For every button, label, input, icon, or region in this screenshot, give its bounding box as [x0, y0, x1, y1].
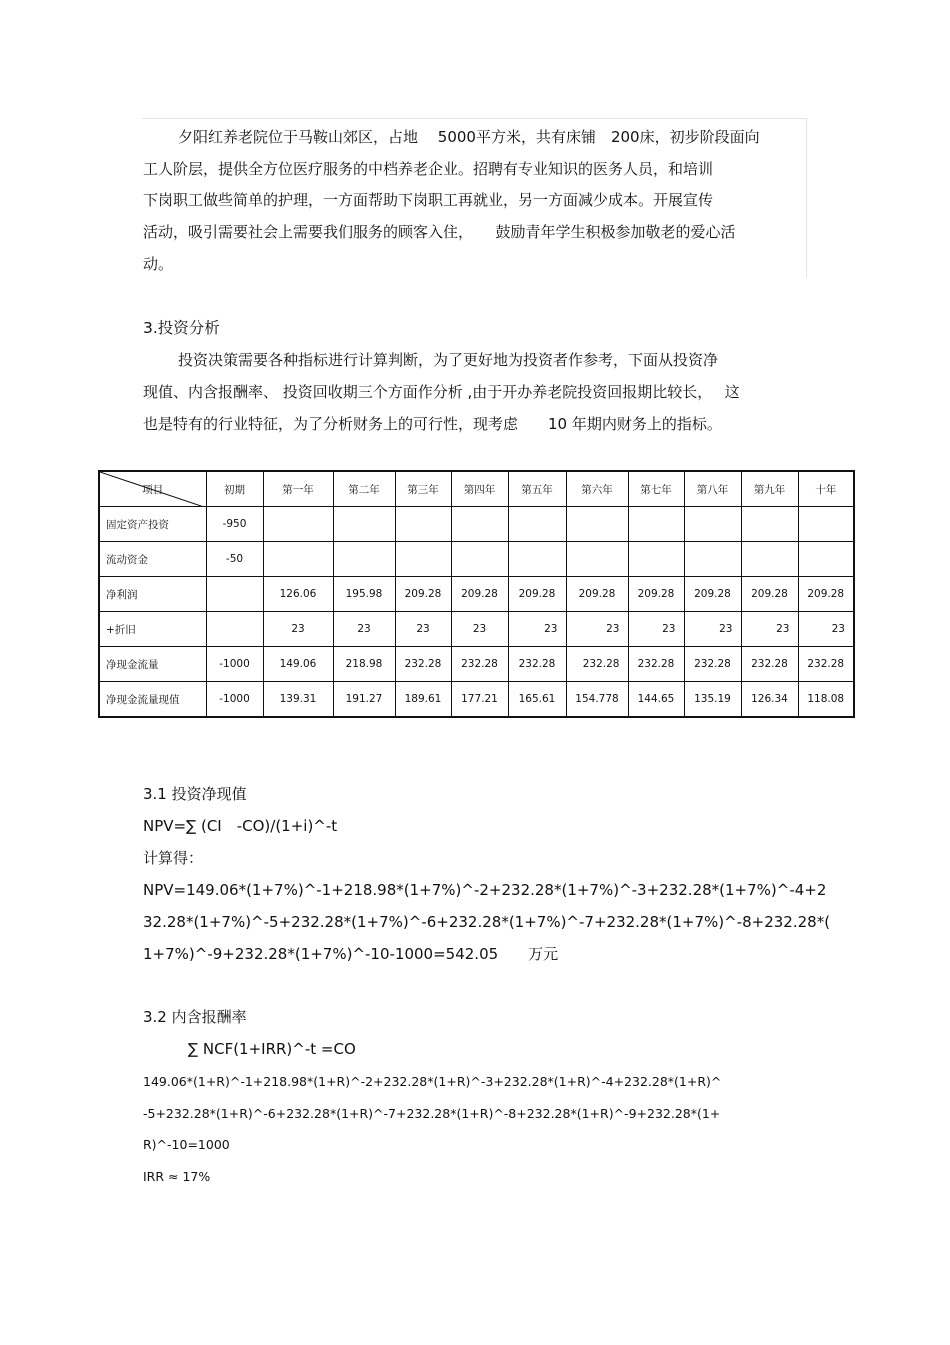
- section-line-3: 也是特有的行业特征，为了分析财务上的可行性，现考虑 10 年期内财务上的指标。: [143, 415, 722, 433]
- table-cell: 23: [628, 612, 684, 647]
- intro-line-1: 夕阳红养老院位于马鞍山郊区，占地 5000平方米，共有床铺 200床，初步阶段面向: [178, 128, 760, 146]
- table-row: [99, 542, 854, 577]
- table-cell: 135.19: [684, 682, 741, 718]
- table-cell: 232.28: [451, 647, 508, 682]
- table-corner-cell: [99, 471, 206, 507]
- table-cell: 23: [333, 612, 395, 647]
- section-line-2: 现值、内含报酬率、 投资回收期三个方面作分析 ,由于开办养老院投资回报期比较长， 这: [143, 383, 740, 401]
- table-cell: 209.28: [798, 577, 854, 612]
- header-cell: 第二年: [333, 471, 395, 507]
- header-cell: 第四年: [451, 471, 508, 507]
- table-cell: 23: [798, 612, 854, 647]
- table-cell: [628, 507, 684, 542]
- intro-line-2: 工人阶层，提供全方位医疗服务的中档养老企业。招聘有专业知识的医务人员，和培训: [143, 160, 714, 178]
- table-cell: -1000: [206, 682, 263, 718]
- header-cell: 初期: [206, 471, 263, 507]
- table-cell: [333, 542, 395, 577]
- table-cell: [451, 542, 508, 577]
- npv-line-1: NPV=149.06*(1+7%)^-1+218.98*(1+7%)^-2+232.28*(1+7%)^-3+232.28*(1+7%)^-4+2: [143, 881, 827, 899]
- table-row: [99, 577, 854, 612]
- table-cell: 232.28: [508, 647, 566, 682]
- irr-formula: ∑ NCF(1+IRR)^-t =CO: [188, 1040, 356, 1058]
- header-cell: 第五年: [508, 471, 566, 507]
- intro-line-4: 活动，吸引需要社会上需要我们服务的顾客入住， 鼓励青年学生积极参加敬老的爱心活: [143, 223, 736, 241]
- irr-result: IRR ≈ 17%: [143, 1169, 211, 1184]
- table-cell: [263, 507, 333, 542]
- table-cell: 191.27: [333, 682, 395, 718]
- table-cell: 209.28: [451, 577, 508, 612]
- table-cell: [395, 542, 451, 577]
- table-row: [99, 647, 854, 682]
- table-cell: 23: [451, 612, 508, 647]
- table-cell: 209.28: [508, 577, 566, 612]
- table-cell: 149.06: [263, 647, 333, 682]
- table-cell: [798, 542, 854, 577]
- npv-title: 3.1 投资净现值: [143, 785, 247, 803]
- table-cell: 218.98: [333, 647, 395, 682]
- header-cell: 第三年: [395, 471, 451, 507]
- table-row: [99, 682, 854, 718]
- table-cell: 177.21: [451, 682, 508, 718]
- row-label: 净现金流量: [99, 647, 206, 682]
- table-cell: 126.34: [741, 682, 798, 718]
- table-cell: 209.28: [684, 577, 741, 612]
- intro-line-3: 下岗职工做些简单的护理，一方面帮助下岗职工再就业，另一方面减少成本。开展宣传: [143, 191, 714, 209]
- corner-label: 项目: [142, 483, 164, 496]
- table-cell: [741, 542, 798, 577]
- table-cell: 232.28: [798, 647, 854, 682]
- table-cell: [508, 542, 566, 577]
- section-title: 3.投资分析: [143, 319, 220, 337]
- table-cell: 23: [684, 612, 741, 647]
- header-cell: 第一年: [263, 471, 333, 507]
- table-cell: [741, 507, 798, 542]
- table-cell: [628, 542, 684, 577]
- table-cell: 209.28: [566, 577, 628, 612]
- table-cell: [395, 507, 451, 542]
- table-cell: 232.28: [684, 647, 741, 682]
- table-cell: 23: [508, 612, 566, 647]
- row-label: 固定资产投资: [99, 507, 206, 542]
- table-cell: 232.28: [566, 647, 628, 682]
- financial-table: [98, 470, 855, 718]
- section-line-1: 投资决策需要各种指标进行计算判断，为了更好地为投资者作参考，下面从投资净: [178, 351, 719, 369]
- table-cell: 23: [741, 612, 798, 647]
- header-cell: 第八年: [684, 471, 741, 507]
- header-cell: 第七年: [628, 471, 684, 507]
- table-cell: 209.28: [395, 577, 451, 612]
- irr-line-2: -5+232.28*(1+R)^-6+232.28*(1+R)^-7+232.28*(1+R)^-8+232.28*(1+R)^-9+232.28*(1+: [143, 1106, 721, 1121]
- table-cell: [263, 542, 333, 577]
- npv-calc-label: 计算得：: [143, 849, 204, 867]
- table-cell: 232.28: [628, 647, 684, 682]
- table-cell: [566, 507, 628, 542]
- row-label: +折旧: [99, 612, 206, 647]
- table-cell: 139.31: [263, 682, 333, 718]
- table-cell: 23: [395, 612, 451, 647]
- header-cell: 第六年: [566, 471, 628, 507]
- row-label: 流动资金: [99, 542, 206, 577]
- header-cell: 第九年: [741, 471, 798, 507]
- table-cell: 154.778: [566, 682, 628, 718]
- table-cell: [798, 507, 854, 542]
- table-cell: 195.98: [333, 577, 395, 612]
- table-header-row: [99, 471, 854, 507]
- table-cell: 144.65: [628, 682, 684, 718]
- table-cell: [451, 507, 508, 542]
- table-cell: 165.61: [508, 682, 566, 718]
- table-cell: 23: [566, 612, 628, 647]
- irr-line-3: R)^-10=1000: [143, 1137, 230, 1152]
- table-cell: [684, 542, 741, 577]
- table-cell: 126.06: [263, 577, 333, 612]
- npv-line-3: 1+7%)^-9+232.28*(1+7%)^-10-1000=542.05 万元: [143, 945, 559, 963]
- intro-line-5: 动。: [143, 255, 174, 273]
- irr-title: 3.2 内含报酬率: [143, 1008, 247, 1026]
- table-cell: 209.28: [628, 577, 684, 612]
- row-label: 净现金流量现值: [99, 682, 206, 718]
- table-cell: 189.61: [395, 682, 451, 718]
- npv-line-2: 32.28*(1+7%)^-5+232.28*(1+7%)^-6+232.28*(1+7%)^-7+232.28*(1+7%)^-8+232.28*(: [143, 913, 831, 931]
- table-cell: 118.08: [798, 682, 854, 718]
- table-cell: [566, 542, 628, 577]
- table-row: [99, 507, 854, 542]
- table-cell: [333, 507, 395, 542]
- table-row: [99, 612, 854, 647]
- table-cell: -1000: [206, 647, 263, 682]
- npv-formula: NPV=∑ (CI -CO)/(1+i)^-t: [143, 817, 338, 835]
- table-cell: [206, 577, 263, 612]
- header-cell: 十年: [798, 471, 854, 507]
- row-label: 净利润: [99, 577, 206, 612]
- table-cell: 232.28: [395, 647, 451, 682]
- table-cell: -950: [206, 507, 263, 542]
- table-cell: -50: [206, 542, 263, 577]
- table-cell: [684, 507, 741, 542]
- table-cell: [508, 507, 566, 542]
- table-cell: [206, 612, 263, 647]
- table-cell: 232.28: [741, 647, 798, 682]
- irr-line-1: 149.06*(1+R)^-1+218.98*(1+R)^-2+232.28*(1+R)^-3+232.28*(1+R)^-4+232.28*(1+R)^: [143, 1074, 722, 1089]
- table-cell: 23: [263, 612, 333, 647]
- table-cell: 209.28: [741, 577, 798, 612]
